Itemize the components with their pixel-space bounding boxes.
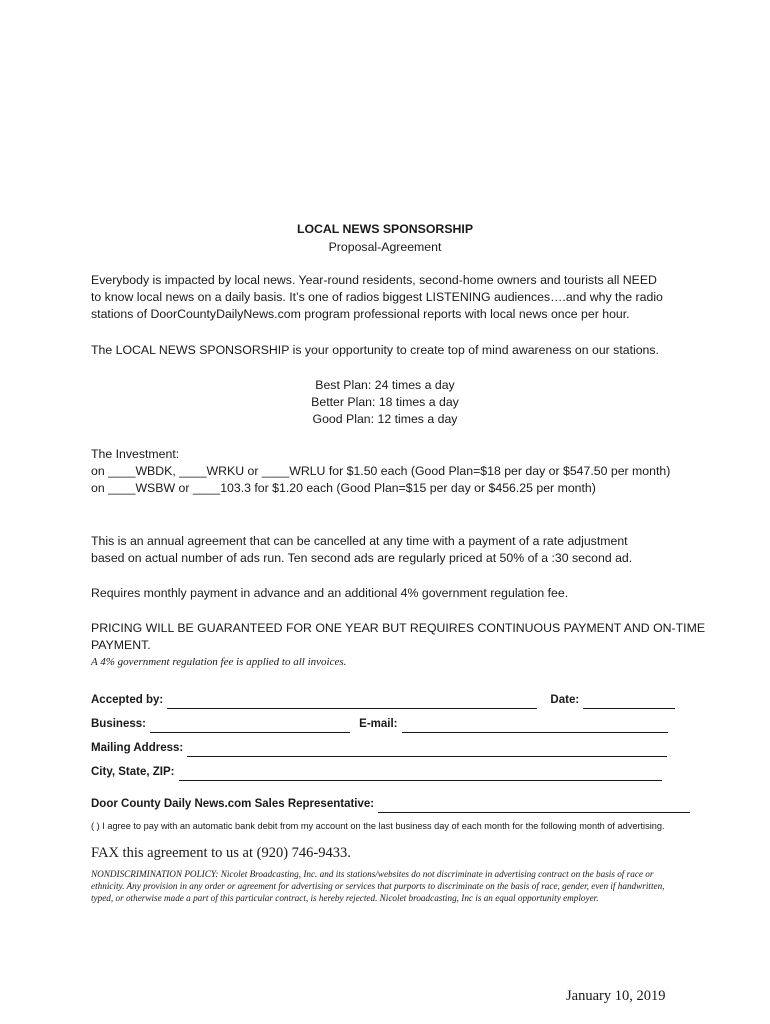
mailing-address-field[interactable] (187, 744, 667, 757)
opportunity-paragraph: The LOCAL NEWS SPONSORSHIP is your opportunity to create top of mind awareness on our stations. (91, 343, 659, 357)
mailing-address-label: Mailing Address: (91, 742, 184, 754)
accepted-by-label: Accepted by: (91, 694, 164, 706)
annual-line: This is an annual agreement that can be cancelled at any time with a payment of a rate adjustment (91, 534, 628, 548)
annual-line: based on actual number of ads run. Ten second ads are regularly priced at 50% of a :30 second ad. (91, 551, 633, 565)
intro-paragraph (91, 272, 681, 323)
fax-instruction: FAX this agreement to us at (920) 746-9433. (91, 845, 351, 861)
plan-best: Best Plan: 24 times a day (315, 378, 455, 392)
auto-debit-consent[interactable]: ( ) I agree to pay with an automatic bank debit from my account on the last business day of each month for the following month of advertising. (91, 821, 665, 831)
city-state-zip-label: City, State, ZIP: (91, 766, 175, 778)
accepted-by-row (91, 692, 681, 710)
investment-line: on ____WBDK, ____WRKU or ____WRLU for $1.50 each (Good Plan=$18 per day or $547.50 per month) (91, 464, 671, 478)
document-title: LOCAL NEWS SPONSORSHIP (296, 222, 474, 236)
investment-section (91, 446, 681, 497)
investment-heading: The Investment: (91, 447, 180, 461)
mailing-address-row (91, 740, 681, 758)
email-label: E-mail: (359, 718, 398, 730)
investment-line: on ____WSBW or ____103.3 for $1.20 each (Good Plan=$15 per day or $456.25 per month) (91, 481, 596, 495)
pricing-line: PRICING WILL BE GUARANTEED FOR ONE YEAR BUT REQUIRES CONTINUOUS PAYMENT AND ON-TIME (91, 621, 706, 635)
sales-rep-label: Door County Daily News.com Sales Representative: (91, 798, 375, 810)
email-field[interactable] (402, 720, 668, 733)
sales-rep-row (91, 796, 681, 814)
annual-agreement-paragraph (91, 533, 681, 567)
pricing-paragraph (91, 620, 706, 671)
intro-line: Everybody is impacted by local news. Year-round residents, second-home owners and tourists all NEED (91, 273, 657, 287)
intro-line: stations of DoorCountyDailyNews.com program professional reports with local news once per hour. (91, 307, 630, 321)
sales-rep-field[interactable] (378, 800, 690, 813)
city-state-zip-row (91, 764, 681, 782)
pricing-line: PAYMENT. (91, 638, 151, 652)
intro-line: to know local news on a daily basis. It’s one of radios biggest LISTENING audiences….and why the radio (91, 290, 663, 304)
nondiscrimination-policy: NONDISCRIMINATION POLICY: Nicolet Broadcasting, Inc. and its stations/websites do not discriminate in advertising contract on the basis of race or ethnicity. Any provision in any order or agreement for advertising or services that purports to discriminate on the basis of race, gender, even if handwritten, typed, or otherwise made a part of this particular contract, is hereby rejected. Nicolet broadcasting, Inc is an equal opportunity employer. (91, 869, 665, 903)
business-row (91, 716, 681, 734)
business-field[interactable] (150, 720, 350, 733)
date-label: Date: (550, 694, 580, 706)
city-state-zip-field[interactable] (179, 768, 662, 781)
document-subtitle: Proposal-Agreement (328, 240, 442, 254)
fee-note: A 4% government regulation fee is applied to all invoices. (91, 656, 347, 668)
payment-paragraph: Requires monthly payment in advance and an additional 4% government regulation fee. (91, 586, 569, 600)
date-field[interactable] (583, 696, 675, 709)
business-label: Business: (91, 718, 146, 730)
footer-date: January 10, 2019 (566, 988, 666, 1004)
plan-good: Good Plan: 12 times a day (312, 412, 458, 426)
plan-better: Better Plan: 18 times a day (311, 395, 459, 409)
accepted-by-field[interactable] (167, 696, 537, 709)
